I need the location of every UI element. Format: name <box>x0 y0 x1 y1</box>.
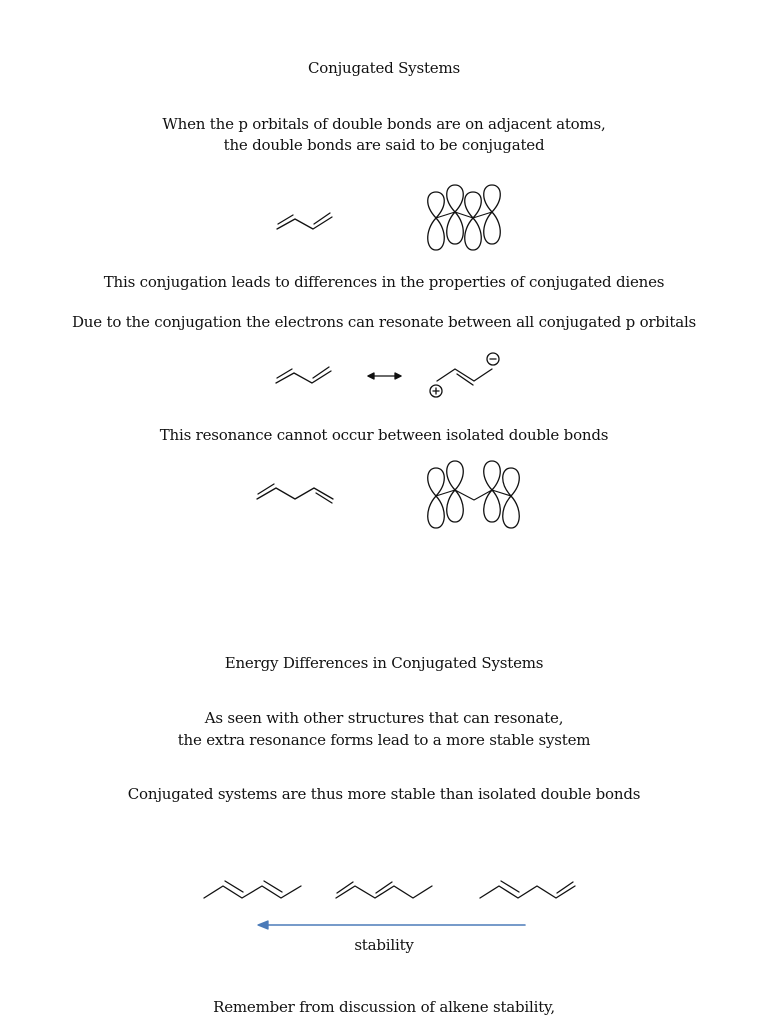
properties-note: This conjugation leads to differences in the properties of conjugated dienes <box>103 273 665 291</box>
conjugated-hexadiene-terminal <box>336 882 432 898</box>
resonance-diagram <box>0 345 768 405</box>
stability-label: stability <box>354 936 414 954</box>
isolated-hexadiene <box>480 881 575 898</box>
pentadiene-structure <box>257 484 333 503</box>
intro-line-1: When the p orbitals of double bonds are on adjacent atoms, <box>162 115 606 133</box>
isolated-diene-orbital-diagram <box>0 455 768 540</box>
butadiene-structure-left <box>276 367 331 383</box>
intro-line-2: the double bonds are said to be conjugated <box>223 136 545 154</box>
butadiene-structure <box>277 213 332 229</box>
section-title: Conjugated Systems <box>308 59 460 77</box>
p-orbitals-conjugated <box>428 185 501 250</box>
remember-line: Remember from discussion of alkene stability, <box>213 998 555 1016</box>
conclusion-line: Conjugated systems are thus more stable than isolated double bonds <box>127 785 641 803</box>
resonance-arrow <box>368 373 401 379</box>
charge-separated-structure <box>430 353 499 397</box>
diene-stability-series <box>0 865 768 910</box>
butadiene-orbital-diagram <box>0 180 768 260</box>
stability-line-2: the extra resonance forms lead to a more stable system <box>177 731 591 749</box>
isolated-note: This resonance cannot occur between isolated double bonds <box>159 426 609 444</box>
conjugated-hexadiene <box>204 881 301 898</box>
resonance-note: Due to the conjugation the electrons can resonate between all conjugated p orbitals <box>71 313 697 331</box>
stability-arrow <box>0 915 768 935</box>
section-title-energy: Energy Differences in Conjugated Systems <box>224 654 544 672</box>
p-orbitals-isolated <box>428 461 520 528</box>
stability-line-1: As seen with other structures that can resonate, <box>204 709 564 727</box>
